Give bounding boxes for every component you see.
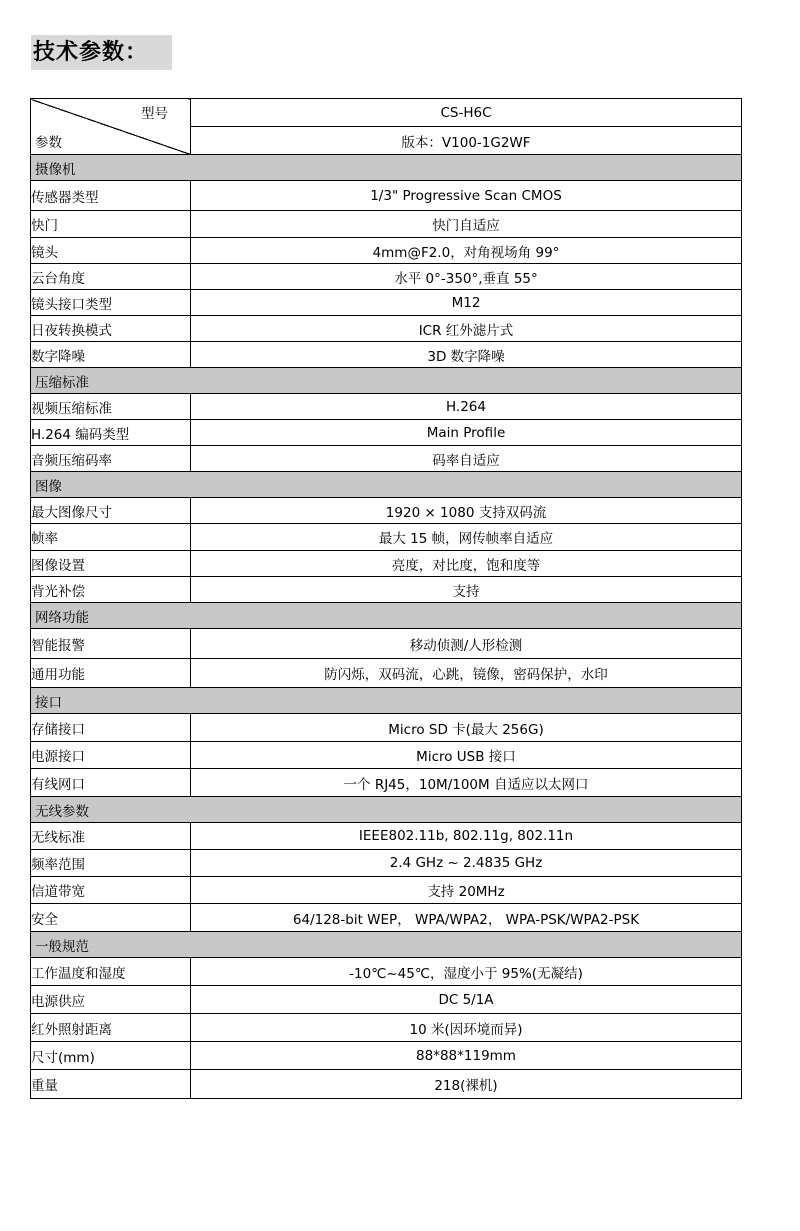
param-value: 3D 数字降噪 — [191, 342, 742, 368]
table-row — [31, 958, 742, 986]
param-value: 4mm@F2.0，对角视场角 99° — [191, 238, 742, 264]
table-row — [31, 1070, 742, 1099]
param-label: 通用功能 — [31, 659, 191, 688]
param-value: ICR 红外滤片式 — [191, 316, 742, 342]
param-value: H.264 — [191, 394, 742, 420]
param-value: Micro USB 接口 — [191, 742, 742, 769]
table-row — [31, 316, 742, 342]
section-title: 摄像机 — [31, 155, 742, 181]
param-label: 有线网口 — [31, 769, 191, 797]
section-title: 网络功能 — [31, 603, 742, 629]
model-value: CS-H6C — [191, 99, 742, 127]
param-value: 一个 RJ45，10M/100M 自适应以太网口 — [191, 769, 742, 797]
table-row — [31, 714, 742, 742]
diagonal-header-cell — [31, 99, 191, 155]
param-value: 亮度，对比度，饱和度等 — [191, 551, 742, 577]
param-value: Main Profile — [191, 420, 742, 446]
param-value: 88*88*119mm — [191, 1042, 742, 1070]
section-row — [31, 688, 742, 714]
section-title: 图像 — [31, 472, 742, 498]
table-row — [31, 769, 742, 797]
section-row — [31, 368, 742, 394]
param-label: 音频压缩码率 — [31, 446, 191, 472]
section-row — [31, 603, 742, 629]
table-row — [31, 629, 742, 659]
section-title: 无线参数 — [31, 797, 742, 823]
table-row — [31, 524, 742, 551]
table-row — [31, 823, 742, 850]
param-label: 快门 — [31, 211, 191, 238]
table-row — [31, 420, 742, 446]
table-row — [31, 446, 742, 472]
param-label: H.264 编码类型 — [31, 420, 191, 446]
table-row — [31, 498, 742, 524]
param-label: 存储接口 — [31, 714, 191, 742]
spec-table — [30, 98, 742, 1099]
param-label: 传感器类型 — [31, 181, 191, 211]
param-value: 码率自适应 — [191, 446, 742, 472]
table-row — [31, 342, 742, 368]
section-heading-bg — [31, 35, 172, 70]
param-label: 镜头接口类型 — [31, 290, 191, 316]
param-label: 红外照射距离 — [31, 1014, 191, 1042]
section-row — [31, 797, 742, 823]
version-value: 版本：V100-1G2WF — [191, 127, 742, 155]
param-value: M12 — [191, 290, 742, 316]
param-value: 1920 × 1080 支持双码流 — [191, 498, 742, 524]
param-header-label: 参数 — [35, 135, 62, 151]
param-label: 工作温度和湿度 — [31, 958, 191, 986]
param-value: 支持 — [191, 577, 742, 603]
param-label: 镜头 — [31, 238, 191, 264]
table-row — [31, 394, 742, 420]
param-label: 数字降噪 — [31, 342, 191, 368]
param-value: 10 米(因环境而异) — [191, 1014, 742, 1042]
param-label: 尺寸(mm) — [31, 1042, 191, 1070]
param-label: 帧率 — [31, 524, 191, 551]
table-row — [31, 211, 742, 238]
section-row — [31, 932, 742, 958]
param-label: 电源供应 — [31, 986, 191, 1014]
table-row — [31, 1014, 742, 1042]
param-value: 2.4 GHz ~ 2.4835 GHz — [191, 850, 742, 877]
param-value: DC 5/1A — [191, 986, 742, 1014]
param-value: 64/128-bit WEP， WPA/WPA2， WPA-PSK/WPA2-PSK — [191, 904, 742, 932]
param-value: 支持 20MHz — [191, 877, 742, 904]
table-row — [31, 659, 742, 688]
param-value: IEEE802.11b, 802.11g, 802.11n — [191, 823, 742, 850]
table-row — [31, 742, 742, 769]
param-value: -10℃~45℃，湿度小于 95%(无凝结) — [191, 958, 742, 986]
table-row — [31, 181, 742, 211]
model-header-label: 型号 — [141, 106, 168, 122]
param-label: 日夜转换模式 — [31, 316, 191, 342]
table-row — [31, 264, 742, 290]
param-value: 最大 15 帧，网传帧率自适应 — [191, 524, 742, 551]
section-title: 接口 — [31, 688, 742, 714]
section-heading: 技术参数： — [33, 40, 149, 65]
section-title: 一般规范 — [31, 932, 742, 958]
param-value: 1/3" Progressive Scan CMOS — [191, 181, 742, 211]
param-label: 智能报警 — [31, 629, 191, 659]
param-label: 重量 — [31, 1070, 191, 1099]
param-value: 水平 0°-350°,垂直 55° — [191, 264, 742, 290]
param-label: 电源接口 — [31, 742, 191, 769]
section-title: 压缩标准 — [31, 368, 742, 394]
section-row — [31, 155, 742, 181]
param-value: 218(裸机) — [191, 1070, 742, 1099]
section-row — [31, 472, 742, 498]
param-label: 图像设置 — [31, 551, 191, 577]
table-row — [31, 904, 742, 932]
table-row — [31, 850, 742, 877]
table-row — [31, 877, 742, 904]
param-label: 视频压缩标准 — [31, 394, 191, 420]
param-value: 移动侦测/人形检测 — [191, 629, 742, 659]
param-label: 频率范围 — [31, 850, 191, 877]
param-label: 无线标准 — [31, 823, 191, 850]
table-row — [31, 986, 742, 1014]
param-label: 背光补偿 — [31, 577, 191, 603]
param-label: 云台角度 — [31, 264, 191, 290]
header-row-model — [31, 99, 742, 127]
param-label: 安全 — [31, 904, 191, 932]
table-row — [31, 577, 742, 603]
param-value: Micro SD 卡(最大 256G) — [191, 714, 742, 742]
table-row — [31, 238, 742, 264]
param-label: 最大图像尺寸 — [31, 498, 191, 524]
param-label: 信道带宽 — [31, 877, 191, 904]
param-value: 快门自适应 — [191, 211, 742, 238]
table-row — [31, 290, 742, 316]
table-row — [31, 551, 742, 577]
param-value: 防闪烁，双码流，心跳，镜像，密码保护，水印 — [191, 659, 742, 688]
table-row — [31, 1042, 742, 1070]
